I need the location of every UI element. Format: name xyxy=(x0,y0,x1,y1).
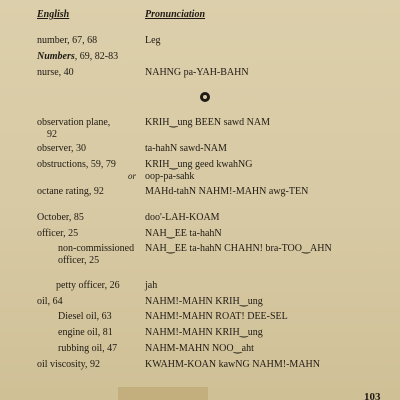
entry-pronunciation: NAH‿EE ta-hahN xyxy=(145,228,222,239)
entry-word: October, 85 xyxy=(37,212,84,223)
binding-shadow xyxy=(118,387,208,400)
entry-word: oil viscosity, 92 xyxy=(37,359,100,370)
column-header-english: English xyxy=(37,9,70,20)
entry-word: Diesel oil, 63 xyxy=(58,311,112,322)
entry-word: engine oil, 81 xyxy=(58,327,113,338)
entry-word: non-commissioned officer, 25 xyxy=(58,243,135,266)
entry-pronunciation: NAHM!-MAHN ROAT! DEE-SEL xyxy=(145,311,288,322)
entry-word: officer, 25 xyxy=(37,228,79,239)
entry-pronunciation: KRIH‿ung BEEN sawd NAM xyxy=(145,117,270,128)
entry-pronunciation: NAHNG pa-YAH-BAHN xyxy=(145,67,249,78)
entry-word: observation plane, 92 xyxy=(37,117,111,140)
page-number: 103 xyxy=(364,391,381,400)
entry-word: petty officer, 26 xyxy=(56,280,120,291)
column-header-pronunciation: Pronunciation xyxy=(145,9,206,20)
entry-word: obstructions, 59, 79 xyxy=(37,159,116,170)
section-letter-o-mark xyxy=(200,92,210,102)
entry-word: Numbers, 69, 82-83 xyxy=(37,51,119,62)
entry-pronunciation: KRIH‿ung geed kwahNG xyxy=(145,159,253,170)
entry-pronunciation: Leg xyxy=(145,35,161,46)
entry-word: rubbing oil, 47 xyxy=(58,343,118,354)
entry-pronunciation: NAHM!-MAHN KRIH‿ung xyxy=(145,296,263,307)
entry-pronunciation: NAHM-MAHN NOO‿aht xyxy=(145,343,254,354)
entry-word: observer, 30 xyxy=(37,143,87,154)
entry-alt-pronunciation: oop-pa-sahk xyxy=(145,171,195,182)
entry-pronunciation: doo'-LAH-KOAM xyxy=(145,212,220,223)
entry-word: number, 67, 68 xyxy=(37,35,98,46)
entry-word: octane rating, 92 xyxy=(37,186,104,197)
entry-pronunciation: MAHd-tahN NAHM!-MAHN awg-TEN xyxy=(145,186,309,197)
or-label: or xyxy=(128,171,137,181)
entry-pronunciation: jah xyxy=(145,280,158,291)
entry-pronunciation: NAHM!-MAHN KRIH‿ung xyxy=(145,327,263,338)
entry-pronunciation: NAH‿EE ta-hahN CHAHN! bra-TOO‿AHN xyxy=(145,243,332,254)
entry-pronunciation: ta-hahN sawd-NAM xyxy=(145,143,227,154)
entry-pronunciation: KWAHM-KOAN kawNG NAHM!-MAHN xyxy=(145,359,320,370)
entry-word: nurse, 40 xyxy=(37,67,74,78)
entry-word: oil, 64 xyxy=(37,296,63,307)
